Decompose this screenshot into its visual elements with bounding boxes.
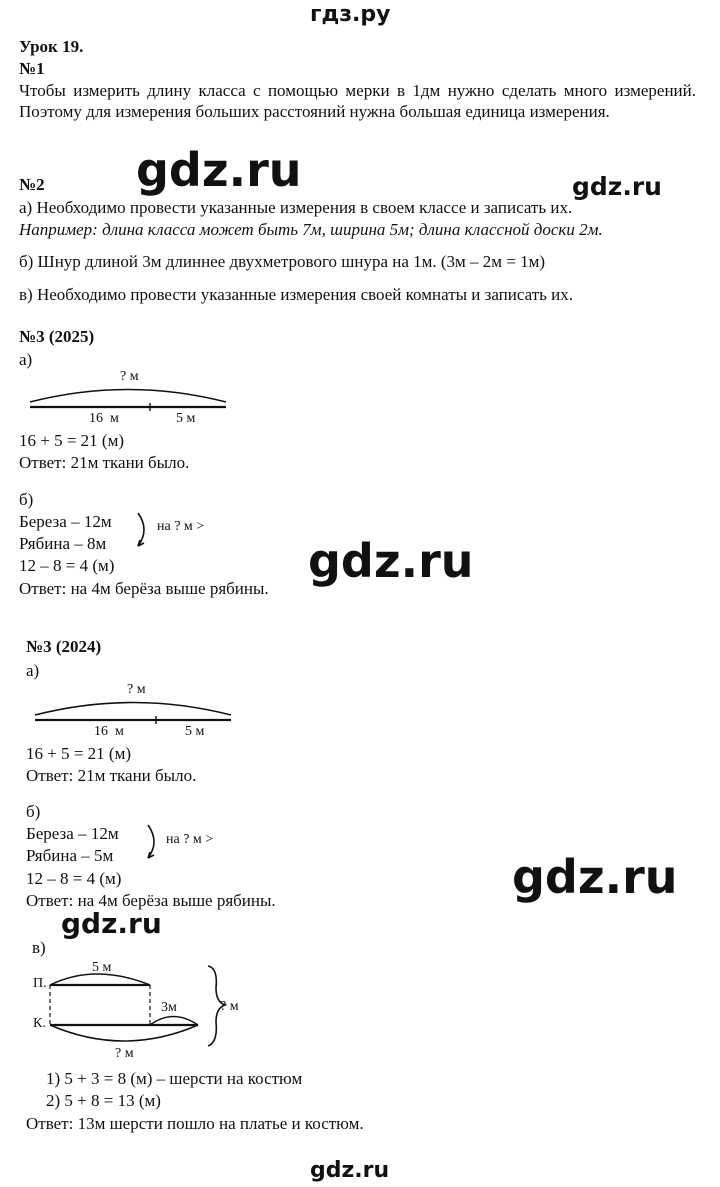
calculation: 12 – 8 = 4 (м) [26,869,122,888]
diagram-right-label: 5 м [185,724,205,739]
birch-line: Береза – 12м [26,824,119,843]
k-label: К. [33,1016,46,1031]
diagram-right-label: 5 м [176,411,196,426]
part-a-label: а) [19,350,33,369]
site-header[interactable]: гдз.ру [310,2,391,27]
diagram-total-label: ? м [120,369,139,384]
watermark: gdz.ru [308,534,474,588]
diagram-left-label: 16 м [89,411,119,426]
step-2: 2) 5 + 8 = 13 (м) [46,1091,161,1110]
part-b-label: б) [19,490,34,509]
segment-diagram [28,385,238,415]
exercise-2-b: б) Шнур длиной 3м длиннее двухметрового шнура на 1м. (3м – 2м = 1м) [19,252,546,271]
diagram-total-label: ? м [127,682,146,697]
wool-diagram [40,958,250,1058]
exercise-3-2024-number: №3 (2024) [26,637,102,656]
exercise-2-c: в) Необходимо провести указанные измерения своей комнаты и записать их. [19,285,574,304]
top-label: 5 м [92,960,112,975]
calculation: 12 – 8 = 4 (м) [19,556,115,575]
lesson-title: Урок 19. [19,37,84,56]
bottom-arc [50,1025,198,1041]
answer: Ответ: 21м ткани было. [26,766,197,785]
watermark: gdz.ru [61,907,162,940]
compare-label: на ? м > [166,832,214,847]
exercise-1-text: Чтобы измерить длину класса с помощью мерки в 1дм нужно сделать много измерений. Поэтому для измерения больших расстояний нужна большая единица измерения. [19,81,696,121]
brace-arc [35,703,231,716]
diagram-left-label: 16 м [94,724,124,739]
answer: Ответ: на 4м берёза выше рябины. [26,891,276,910]
compare-label: на ? м > [157,519,205,534]
site-footer[interactable]: gdz.ru [310,1158,390,1183]
compare-arrow-icon [135,510,151,550]
segment-diagram [33,698,243,728]
part-c-label: в) [32,938,46,957]
extra-label: 3м [161,1000,177,1015]
watermark: gdz.ru [512,850,678,904]
extra-arc [150,1017,198,1026]
rowan-line: Рябина – 8м [19,534,107,553]
part-a-label: а) [26,661,40,680]
total-label: ? м [220,999,239,1014]
exercise-3-2025-number: №3 (2025) [19,327,95,346]
exercise-2-example: Например: длина класса может быть 7м, ширина 5м; длина классной доски 2м. [19,220,603,239]
calculation: 16 + 5 = 21 (м) [19,431,125,450]
answer: Ответ: 13м шерсти пошло на платье и костюм. [26,1114,364,1133]
answer: Ответ: 21м ткани было. [19,453,190,472]
birch-line: Береза – 12м [19,512,112,531]
exercise-2-a: а) Необходимо провести указанные измерения в своем классе и записать их. [19,198,573,217]
exercise-2-number: №2 [19,175,45,194]
calculation: 16 + 5 = 21 (м) [26,744,132,763]
answer: Ответ: на 4м берёза выше рябины. [19,579,269,598]
bottom-label: ? м [115,1046,134,1061]
step-1: 1) 5 + 3 = 8 (м) – шерсти на костюм [46,1069,303,1088]
part-b-label: б) [26,802,41,821]
watermark: gdz.ru [572,172,662,201]
brace-arc [30,390,226,403]
exercise-1-number: №1 [19,59,45,78]
compare-arrow-icon [145,822,161,862]
rowan-line: Рябина – 5м [26,846,114,865]
p-label: П. [33,976,47,991]
watermark: gdz.ru [136,143,302,197]
